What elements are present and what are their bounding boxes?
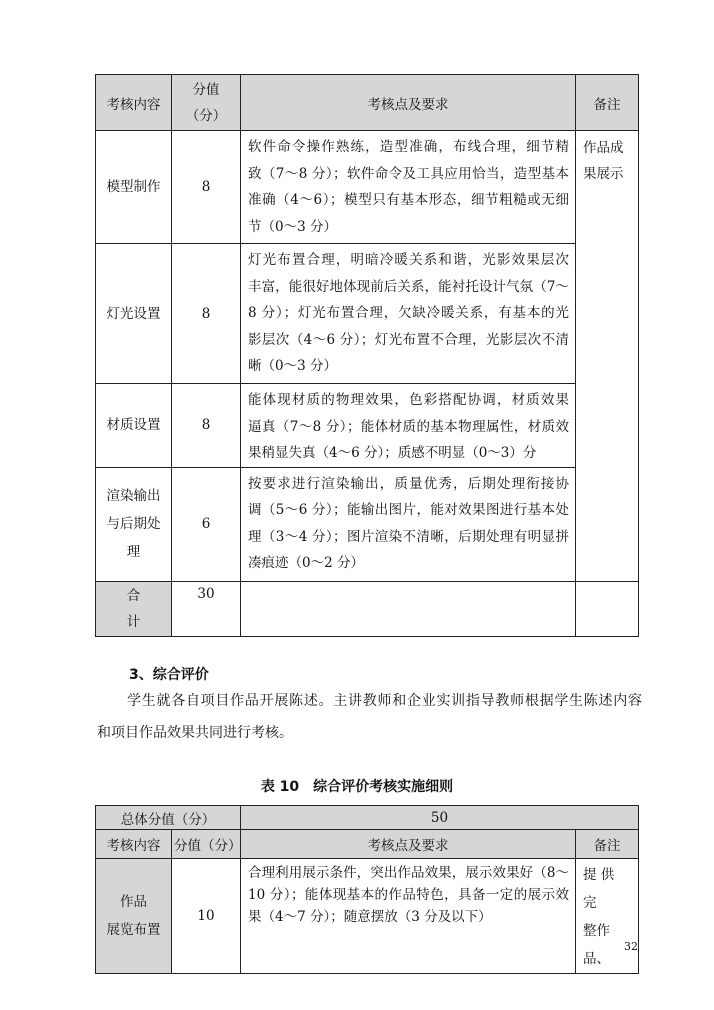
row-item: 模型制作 <box>96 131 172 244</box>
row-score: 6 <box>172 467 241 581</box>
total-label-line1: 合 <box>126 587 141 604</box>
section-paragraph <box>97 685 642 749</box>
row-requirements <box>241 131 576 244</box>
note-line: 整作品、 <box>583 923 610 967</box>
header-note: 备注 <box>576 830 639 859</box>
req-line: 调（5～6 分）；能输出图片，能对效果图进行基本处 <box>248 502 569 518</box>
row-requirements <box>241 467 576 581</box>
req-line: 软件命令操作熟练，造型准确，布线合理，细节精 <box>248 139 569 155</box>
section-heading: 3、综合评价 <box>129 667 209 683</box>
item-line: 展览布置 <box>106 922 161 938</box>
req-line: 8 分）；灯光布置合理，欠缺冷暖关系，有基本的光 <box>248 305 569 321</box>
row-score: 8 <box>172 384 241 468</box>
header-score: 分值（分） <box>172 830 241 859</box>
total-empty-cell <box>241 581 576 636</box>
req-line: 晰（0～3 分） <box>248 358 337 374</box>
req-line: 10 分）；能体现基本的作品特色，具备一定的展示效 <box>248 887 569 903</box>
total-score-label: 总体分值（分） <box>96 806 241 830</box>
paragraph-line: 学生就各自项目作品开展陈述。主讲教师和企业实训指导教师根据学生陈述内容 <box>127 693 642 709</box>
item-line: 作品 <box>120 894 147 910</box>
header-score <box>172 75 241 131</box>
total-score-value: 50 <box>241 806 639 830</box>
row-item <box>96 859 172 974</box>
req-line: 影层次（4～6 分）；灯光布置不合理，光影层次不清 <box>248 331 569 348</box>
item-line: 渲染输出 <box>106 488 161 504</box>
row-requirements <box>241 244 576 384</box>
req-line: 理（3～4 分）；图片渲染不清晰，后期处理有明显拼 <box>248 528 569 545</box>
req-line: 灯光布置合理，明暗冷暖关系和谐，光影效果层次 <box>248 252 569 268</box>
req-line: 凑痕迹（0～2 分） <box>248 555 364 571</box>
table-caption: 表 10 综合评价考核实施细则 <box>260 779 454 795</box>
req-line: 逼真（7～8 分）；能体材质的基本物理属性，材质效 <box>248 418 569 435</box>
header-item: 考核内容 <box>96 75 172 131</box>
header-score-line1: 分值 <box>192 81 220 98</box>
page-number: 32 <box>624 940 638 953</box>
row-item: 材质设置 <box>96 384 172 468</box>
total-label-line2: 计 <box>126 613 141 630</box>
note-line: 作品成 <box>583 140 624 156</box>
assessment-table-modeling <box>95 74 639 637</box>
header-note: 备注 <box>576 75 639 131</box>
req-line: 能体现材质的物理效果，色彩搭配协调，材质效果 <box>248 392 569 408</box>
row-item <box>96 467 172 581</box>
header-points: 考核点及要求 <box>241 75 576 131</box>
req-line: 准确（4～6）；模型只有基本形态，细节粗糙或无细 <box>248 192 569 208</box>
row-item: 灯光设置 <box>96 244 172 384</box>
item-line: 与后期处 <box>106 516 161 532</box>
row-score: 8 <box>172 131 241 244</box>
row-score: 10 <box>172 859 241 974</box>
row-requirements <box>241 384 576 468</box>
row-requirements <box>241 859 576 974</box>
total-score: 30 <box>172 581 241 636</box>
assessment-table-comprehensive <box>95 805 639 974</box>
note-cell <box>576 131 639 582</box>
note-cell <box>576 859 639 974</box>
req-line: 果稍显失真（4～6 分）；质感不明显（0～3）分 <box>248 445 537 461</box>
req-line: 果（4～7 分）；随意摆放（3 分及以下） <box>248 909 492 925</box>
req-line: 致（7～8 分）；软件命令及工具应用恰当，造型基本 <box>248 165 569 182</box>
total-label <box>96 581 172 636</box>
item-line: 理 <box>126 544 141 560</box>
total-note-cell <box>576 581 639 636</box>
header-points: 考核点及要求 <box>241 830 576 859</box>
header-item: 考核内容 <box>96 830 172 859</box>
row-score: 8 <box>172 244 241 384</box>
paragraph-line: 和项目作品效果共同进行考核。 <box>97 725 293 741</box>
req-line: 按要求进行渲染输出，质量优秀，后期处理衔接协 <box>248 475 569 492</box>
note-line: 提 供 完 <box>583 867 615 911</box>
note-line: 果展示 <box>583 166 624 182</box>
req-line: 合理利用展示条件，突出作品效果，展示效果好（8～ <box>248 865 569 881</box>
req-line: 丰富，能很好地体现前后关系，能衬托设计气氛（7～ <box>248 278 569 295</box>
req-line: 节（0～3 分） <box>248 218 337 235</box>
header-score-line2: （分） <box>185 107 227 124</box>
